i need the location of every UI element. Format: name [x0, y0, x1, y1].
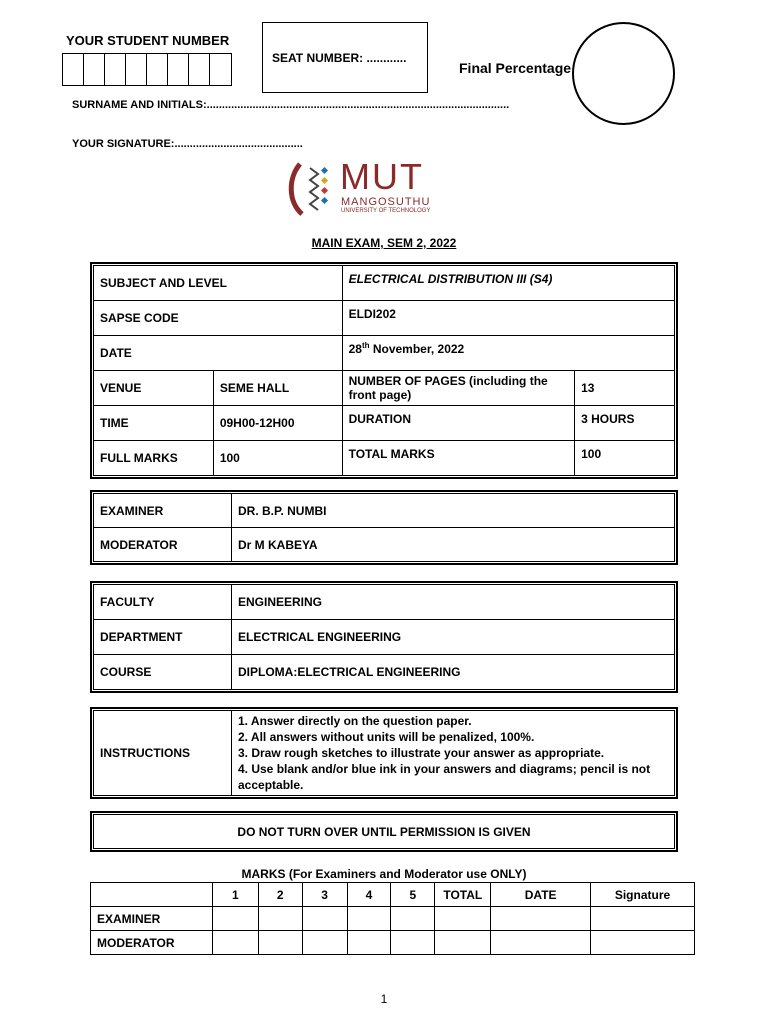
instructions-label: INSTRUCTIONS: [94, 711, 232, 796]
final-percentage-label: Final Percentage: [459, 60, 572, 76]
duration-label: DURATION: [342, 406, 575, 441]
date-value: 28th November, 2022: [342, 336, 674, 371]
marks-cell[interactable]: [302, 931, 347, 955]
marks-cell[interactable]: [591, 931, 695, 955]
department-value: ELECTRICAL ENGINEERING: [232, 620, 675, 655]
marks-header: 4: [347, 883, 391, 907]
time-label: TIME: [94, 406, 214, 441]
sapse-label: SAPSE CODE: [94, 301, 343, 336]
full-marks-value: 100: [213, 441, 342, 476]
subject-value: ELECTRICAL DISTRIBUTION III (S4): [342, 266, 674, 301]
marks-cell[interactable]: [491, 907, 591, 931]
course-label: COURSE: [94, 655, 232, 690]
marks-table: [90, 882, 695, 955]
table-row: [91, 907, 695, 931]
marks-row-label: MODERATOR: [91, 931, 213, 955]
instruction-item: 4. Use blank and/or blue ink in your answers and diagrams; pencil is not acceptable.: [238, 762, 651, 792]
marks-cell[interactable]: [591, 907, 695, 931]
sapse-value: ELDI202: [342, 301, 674, 336]
marks-header: 2: [258, 883, 302, 907]
pages-value: 13: [575, 371, 675, 406]
table-row: [91, 931, 695, 955]
marks-header: 3: [302, 883, 347, 907]
logo-name: MUT: [340, 156, 424, 197]
logo-tagline: UNIVERSITY OF TECHNOLOGY: [341, 208, 431, 214]
examiner-value: DR. B.P. NUMBI: [232, 494, 675, 528]
surname-field[interactable]: SURNAME AND INITIALS:...................................................................................................: [72, 99, 510, 111]
instruction-item: 2. All answers without units will be penalized, 100%.: [238, 730, 535, 744]
course-value: DIPLOMA:ELECTRICAL ENGINEERING: [232, 655, 675, 690]
instruction-item: 3. Draw rough sketches to illustrate your answer as appropriate.: [238, 746, 605, 760]
marks-cell[interactable]: [491, 931, 591, 955]
total-marks-label: TOTAL MARKS: [342, 441, 575, 476]
marks-cell[interactable]: [435, 907, 491, 931]
seat-number-label: SEAT NUMBER: ............: [272, 50, 407, 65]
marks-cell[interactable]: [391, 931, 435, 955]
marks-header: [91, 883, 213, 907]
pages-label: NUMBER OF PAGES (including the front page): [342, 371, 575, 406]
marks-header-row: [91, 883, 695, 907]
mut-logo: [286, 156, 486, 218]
staff-table: [90, 490, 678, 565]
logo-subtitle: MANGOSUTHU: [341, 196, 431, 208]
marks-cell[interactable]: [347, 907, 391, 931]
marks-cell[interactable]: [391, 907, 435, 931]
venue-label: VENUE: [94, 371, 214, 406]
marks-header: 1: [212, 883, 258, 907]
instruction-item: 1. Answer directly on the question paper.: [238, 714, 472, 728]
date-label: DATE: [94, 336, 343, 371]
notice-text: DO NOT TURN OVER UNTIL PERMISSION IS GIVEN: [94, 815, 675, 849]
marks-cell[interactable]: [258, 931, 302, 955]
duration-value: 3 HOURS: [575, 406, 675, 441]
moderator-value: Dr M KABEYA: [232, 528, 675, 562]
marks-header: TOTAL: [435, 883, 491, 907]
signature-field[interactable]: YOUR SIGNATURE:..........................................: [72, 138, 303, 150]
subject-label: SUBJECT AND LEVEL: [94, 266, 343, 301]
faculty-table: [90, 581, 678, 693]
notice-box: [90, 811, 678, 852]
exam-title: MAIN EXAM, SEM 2, 2022: [311, 236, 457, 250]
student-number-label: YOUR STUDENT NUMBER: [66, 33, 230, 48]
faculty-value: ENGINEERING: [232, 585, 675, 620]
moderator-label: MODERATOR: [94, 528, 232, 562]
marks-cell[interactable]: [435, 931, 491, 955]
department-label: DEPARTMENT: [94, 620, 232, 655]
marks-row-label: EXAMINER: [91, 907, 213, 931]
venue-value: SEME HALL: [213, 371, 342, 406]
marks-header: 5: [391, 883, 435, 907]
marks-cell[interactable]: [212, 931, 258, 955]
time-value: 09H00-12H00: [213, 406, 342, 441]
final-percentage-circle[interactable]: [572, 22, 675, 125]
total-marks-value: 100: [575, 441, 675, 476]
student-number-boxes[interactable]: [62, 53, 232, 86]
instructions-table: [90, 707, 678, 799]
faculty-label: FACULTY: [94, 585, 232, 620]
marks-cell[interactable]: [347, 931, 391, 955]
page-number: 1: [380, 992, 388, 1006]
exam-info-table: [90, 262, 678, 479]
marks-header: DATE: [491, 883, 591, 907]
marks-title: MARKS (For Examiners and Moderator use ONLY): [241, 867, 527, 881]
full-marks-label: FULL MARKS: [94, 441, 214, 476]
seat-number-box[interactable]: [262, 22, 428, 93]
instructions-list: [232, 711, 675, 796]
marks-cell[interactable]: [212, 907, 258, 931]
marks-cell[interactable]: [302, 907, 347, 931]
marks-header: Signature: [591, 883, 695, 907]
examiner-label: EXAMINER: [94, 494, 232, 528]
marks-cell[interactable]: [258, 907, 302, 931]
